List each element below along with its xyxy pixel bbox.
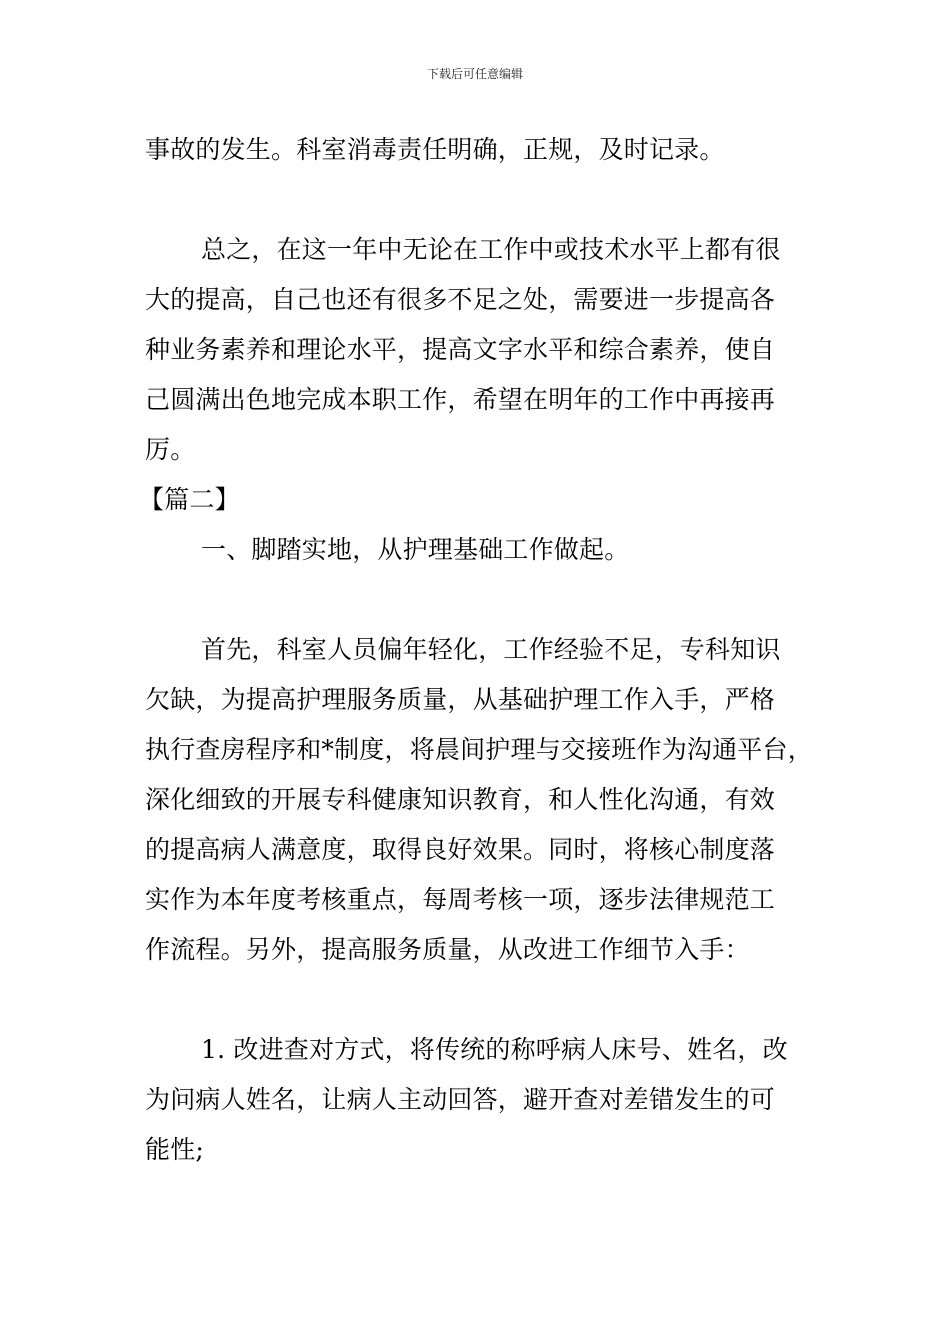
- paragraph-gap: [145, 575, 817, 625]
- paragraph-line: 大的提高，自己也还有很多不足之处，需要进一步提高各: [145, 285, 776, 314]
- paragraph-line: 欠缺，为提高护理服务质量，从基础护理工作入手，严格: [145, 685, 776, 714]
- paragraph-gap: [145, 975, 817, 1025]
- list-item-line: 1. 改进查对方式，将传统的称呼病人床号、姓名，改: [201, 1035, 788, 1064]
- paragraph-line: 厉。: [145, 435, 196, 464]
- paragraph-line: 事故的发生。科室消毒责任明确，正规，及时记录。: [145, 135, 725, 164]
- section-heading: 一、脚踏实地，从护理基础工作做起。: [201, 535, 630, 564]
- paragraph-line: 深化细致的开展专科健康知识教育，和人性化沟通，有效: [145, 785, 776, 814]
- paragraph-line: 首先，科室人员偏年轻化，工作经验不足，专科知识: [201, 635, 781, 664]
- list-item-line: 为问病人姓名，让病人主动回答，避开查对差错发生的可: [145, 1085, 776, 1114]
- section-title: 【篇二】: [139, 485, 240, 514]
- page-header-note: 下载后可任意编辑: [426, 67, 523, 81]
- paragraph-line: 种业务素养和理论水平，提高文字水平和综合素养，使自: [145, 335, 776, 364]
- paragraph-line: 己圆满出色地完成本职工作，希望在明年的工作中再接再: [145, 385, 776, 414]
- paragraph-line: 执行查房程序和*制度，将晨间护理与交接班作为沟通平台，: [145, 735, 813, 764]
- document-body: [139, 125, 817, 1175]
- paragraph-line: 的提高病人满意度，取得良好效果。同时，将核心制度落: [145, 835, 776, 864]
- paragraph-line: 总之，在这一年中无论在工作中或技术水平上都有很: [201, 235, 781, 264]
- paragraph-gap: [145, 175, 817, 225]
- list-item-line: 能性;: [145, 1135, 205, 1164]
- paragraph-line: 作流程。另外，提高服务质量，从改进工作细节入手：: [145, 935, 750, 964]
- paragraph-line: 实作为本年度考核重点，每周考核一项，逐步法律规范工: [145, 885, 776, 914]
